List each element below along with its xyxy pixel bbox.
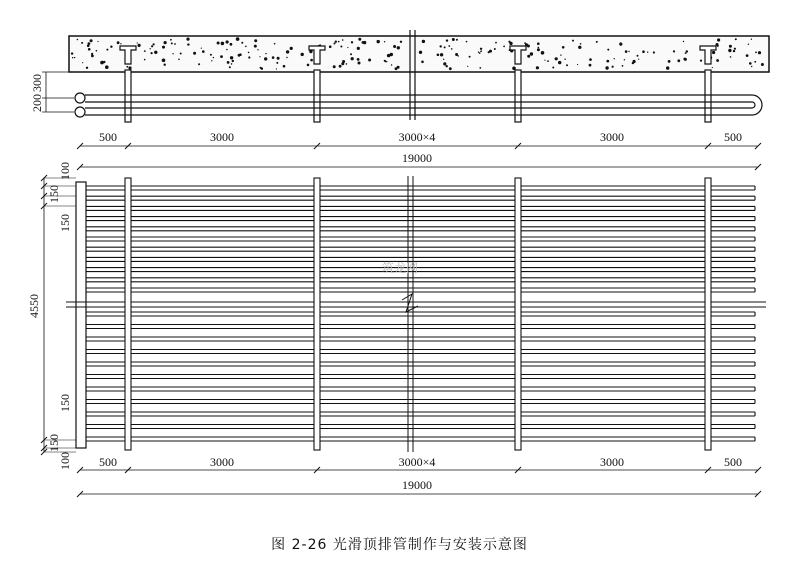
speckle — [202, 50, 205, 53]
span-3000-b: 3000 — [600, 455, 624, 469]
speckle — [562, 46, 565, 49]
speckle — [153, 43, 155, 45]
speckle — [733, 50, 735, 52]
support-bar — [125, 178, 131, 450]
zigzag-break — [402, 294, 418, 312]
dim-100-bottom: 100 — [58, 452, 72, 470]
speckle — [495, 42, 497, 44]
speckle — [229, 66, 231, 68]
dim-150-top-a: 150 — [47, 185, 61, 203]
support-bar — [705, 178, 711, 450]
speckle — [390, 53, 393, 56]
span-3000-a: 3000 — [210, 455, 234, 469]
span-500-left: 500 — [99, 130, 117, 144]
speckle — [254, 39, 257, 42]
speckle — [272, 56, 275, 59]
speckle — [138, 44, 141, 47]
pipe-rows — [86, 186, 755, 441]
speckle — [117, 41, 120, 44]
speckle — [286, 50, 289, 53]
speckle — [120, 43, 121, 44]
hanger-rod — [314, 70, 320, 122]
speckle — [357, 47, 360, 50]
speckle — [261, 68, 263, 70]
speckle — [619, 43, 622, 46]
speckle — [758, 51, 761, 54]
speckle — [265, 53, 266, 54]
hanger-rod — [125, 70, 131, 122]
speckle — [443, 62, 446, 65]
speckle — [178, 59, 180, 61]
speckle — [422, 40, 425, 43]
speckle — [421, 61, 424, 64]
speckle — [226, 49, 228, 51]
hanger-rod — [515, 70, 521, 122]
speckle — [71, 52, 73, 54]
speckle — [232, 60, 234, 62]
dim-4550: 4550 — [27, 294, 41, 318]
speckle — [577, 64, 578, 65]
speckle — [755, 52, 757, 54]
speckle — [236, 37, 240, 41]
speckle — [350, 53, 352, 55]
speckle — [334, 43, 336, 45]
speckle — [97, 41, 98, 42]
speckle — [480, 48, 482, 50]
speckle — [340, 46, 342, 48]
speckle — [74, 57, 75, 58]
elevation-view — [30, 30, 769, 170]
speckle — [221, 42, 225, 46]
speckle — [358, 38, 361, 41]
speckle — [748, 44, 749, 45]
dim-150-top-b: 150 — [58, 214, 72, 232]
speckle — [151, 45, 153, 47]
speckle — [351, 41, 353, 43]
speckle — [88, 48, 91, 51]
return-bend — [752, 95, 762, 115]
speckle — [400, 41, 402, 43]
speckle — [103, 61, 105, 63]
speckle — [653, 51, 655, 53]
speckle — [286, 57, 287, 58]
speckle — [513, 67, 516, 70]
speckle — [607, 49, 609, 51]
speckle — [494, 48, 496, 50]
span-dimensions-top — [77, 130, 761, 170]
speckle — [87, 45, 90, 48]
speckle — [488, 51, 490, 53]
speckle — [503, 46, 505, 48]
speckle — [276, 68, 277, 69]
speckle — [605, 66, 608, 69]
support-bar — [515, 178, 521, 450]
speckle — [301, 53, 304, 56]
speckle — [193, 52, 196, 55]
speckle — [162, 46, 165, 49]
speckle — [440, 53, 443, 56]
speckle — [684, 58, 687, 61]
speckle — [277, 57, 280, 60]
speckle — [622, 65, 624, 67]
speckle — [469, 56, 471, 58]
speckle — [393, 45, 396, 48]
speckle — [628, 51, 629, 52]
speckle — [547, 60, 549, 62]
dim-200: 200 — [30, 94, 44, 112]
speckle — [339, 65, 342, 68]
speckle — [537, 42, 540, 45]
speckle — [536, 66, 539, 69]
speckle — [90, 39, 93, 42]
span-3000-b: 3000 — [600, 130, 624, 144]
speckle — [566, 64, 568, 66]
figure-caption: 图 2-26 光滑顶排管制作与安装示意图 — [271, 537, 528, 553]
speckle — [712, 51, 715, 54]
speckle — [210, 54, 212, 56]
speckle — [162, 59, 166, 63]
speckle — [572, 40, 574, 42]
speckle — [509, 42, 512, 45]
speckle — [632, 62, 634, 64]
speckle — [478, 52, 479, 53]
span-500-left: 500 — [99, 455, 117, 469]
speckle — [213, 57, 214, 58]
dim-150-bot-b: 150 — [47, 434, 61, 452]
speckle — [440, 45, 442, 47]
speckle — [751, 39, 752, 40]
speckle — [220, 55, 223, 58]
speckle — [257, 49, 258, 50]
speckle — [357, 58, 360, 61]
speckle — [170, 39, 172, 41]
speckle — [761, 63, 764, 66]
speckle — [310, 59, 313, 62]
speckle — [637, 55, 639, 57]
speckle — [100, 61, 104, 65]
speckle — [612, 66, 614, 68]
speckle — [198, 63, 200, 65]
speckle — [580, 43, 582, 45]
speckle — [362, 41, 365, 44]
speckle — [555, 57, 558, 60]
speckle — [735, 38, 737, 40]
speckle — [231, 63, 233, 65]
speckle — [479, 67, 481, 69]
speckle — [589, 64, 592, 67]
speckle — [358, 62, 361, 65]
speckle — [456, 39, 458, 41]
plan-view — [27, 162, 766, 497]
speckle — [564, 59, 565, 60]
speckle — [384, 60, 386, 62]
total-19000-top: 19000 — [402, 151, 432, 165]
speckle — [241, 42, 243, 44]
speckle — [187, 43, 189, 45]
speckle — [307, 64, 310, 67]
span-3000x4: 3000×4 — [398, 130, 436, 144]
speckle — [347, 47, 348, 48]
speckle — [642, 50, 645, 53]
speckle — [668, 60, 671, 63]
speckle — [283, 65, 286, 68]
speckle — [201, 48, 202, 49]
return-bend-inner — [752, 102, 755, 108]
speckle — [338, 41, 340, 43]
span-dimensions-bottom — [77, 455, 761, 497]
span-3000-a: 3000 — [210, 130, 234, 144]
speckle — [446, 65, 448, 67]
support-hangers — [125, 178, 711, 450]
watermark: 筑龙网 — [381, 261, 419, 275]
speckle — [716, 59, 719, 62]
speckle — [82, 62, 83, 63]
speckle — [217, 42, 220, 45]
speckle — [530, 52, 533, 55]
speckle — [368, 59, 371, 62]
speckle — [290, 47, 293, 50]
speckle — [677, 59, 680, 62]
speckle — [448, 45, 450, 47]
speckle — [259, 56, 260, 57]
speckle — [81, 42, 83, 44]
speckle — [446, 39, 448, 41]
speckle — [335, 41, 337, 43]
span-3000x4: 3000×4 — [398, 455, 436, 469]
speckle — [171, 42, 173, 44]
pipe-end-upper — [75, 93, 85, 103]
speckle — [346, 63, 348, 65]
speckle — [458, 55, 459, 56]
speckle — [186, 38, 189, 41]
speckle — [443, 59, 444, 60]
speckle — [386, 61, 387, 62]
speckle — [164, 63, 166, 65]
speckle — [106, 49, 108, 51]
speckle — [541, 51, 545, 55]
speckle — [227, 61, 230, 64]
speckle — [638, 59, 639, 60]
speckle — [749, 62, 752, 65]
speckle — [467, 66, 468, 67]
speckle — [614, 58, 615, 59]
span-500-right: 500 — [724, 455, 742, 469]
support-bar — [314, 178, 320, 450]
speckle — [558, 61, 561, 64]
speckle — [449, 67, 452, 70]
speckle — [377, 40, 380, 43]
speckle — [397, 46, 400, 49]
speckle — [746, 54, 749, 57]
speckle — [245, 46, 247, 48]
speckle — [754, 61, 756, 63]
speckle — [624, 59, 625, 60]
dim-150-bot-a: 150 — [58, 394, 72, 412]
speckle — [527, 55, 530, 58]
speckle — [128, 66, 131, 69]
speckle — [351, 57, 354, 60]
speckle — [110, 46, 112, 48]
speckle — [729, 45, 732, 48]
speckle — [333, 65, 336, 68]
speckle — [264, 57, 267, 60]
total-19000-bottom: 19000 — [402, 478, 432, 492]
dim-300: 300 — [30, 74, 44, 92]
speckle — [686, 50, 688, 52]
speckle — [384, 41, 385, 42]
speckle — [419, 51, 422, 54]
speckle — [683, 41, 684, 42]
speckle — [606, 60, 609, 63]
speckle — [751, 66, 752, 67]
speckle — [342, 39, 344, 41]
speckle — [254, 45, 257, 48]
speckle — [578, 46, 581, 49]
header-pipe — [76, 182, 86, 448]
span-500-right: 500 — [724, 130, 742, 144]
speckle — [647, 52, 648, 53]
speckle — [537, 48, 540, 51]
speckle — [144, 50, 146, 52]
speckle — [248, 56, 250, 58]
concrete-slab — [69, 36, 769, 72]
speckle — [455, 53, 458, 56]
speckle — [466, 41, 468, 43]
speckle — [397, 66, 400, 69]
speckle — [105, 65, 109, 69]
speckle — [712, 67, 713, 68]
speckle — [560, 54, 561, 55]
speckle — [276, 62, 278, 64]
speckle — [230, 56, 233, 59]
speckle — [72, 57, 73, 58]
dim-100-top: 100 — [58, 162, 72, 180]
speckle — [437, 54, 440, 57]
speckle — [700, 60, 702, 62]
speckle — [341, 62, 344, 65]
speckle — [479, 52, 481, 54]
speckle — [230, 43, 233, 46]
speckle — [150, 48, 151, 49]
speckle — [91, 55, 94, 58]
speckle — [329, 45, 332, 48]
speckle — [274, 43, 276, 45]
pipe-end-lower — [75, 107, 85, 117]
speckle — [391, 64, 392, 65]
hanger-rod — [705, 70, 711, 122]
speckle — [238, 54, 241, 57]
speckle — [728, 49, 731, 52]
speckle — [144, 59, 146, 61]
speckle — [211, 60, 212, 61]
speckle — [625, 50, 628, 53]
speckle — [77, 39, 79, 41]
speckle — [538, 47, 540, 49]
speckle — [589, 58, 592, 61]
speckle — [154, 51, 157, 54]
speckle — [717, 38, 720, 41]
speckle — [151, 52, 153, 54]
speckle — [596, 41, 598, 43]
speckle — [451, 48, 453, 50]
speckle — [172, 53, 173, 54]
speckle — [86, 67, 88, 69]
speckle — [444, 46, 446, 48]
speckle — [174, 43, 176, 45]
speckle — [164, 41, 167, 44]
speckle — [96, 50, 98, 52]
speckle — [137, 42, 138, 43]
speckle — [226, 40, 229, 43]
speckle — [180, 53, 182, 55]
speckle — [666, 66, 669, 69]
speckle — [734, 48, 736, 50]
speckle — [452, 38, 455, 41]
speckle — [552, 67, 554, 69]
speckle — [248, 52, 250, 54]
speckle — [480, 50, 482, 52]
speckle — [126, 66, 128, 68]
speckle — [673, 50, 675, 52]
speckle — [730, 56, 732, 58]
speckle — [544, 60, 545, 61]
